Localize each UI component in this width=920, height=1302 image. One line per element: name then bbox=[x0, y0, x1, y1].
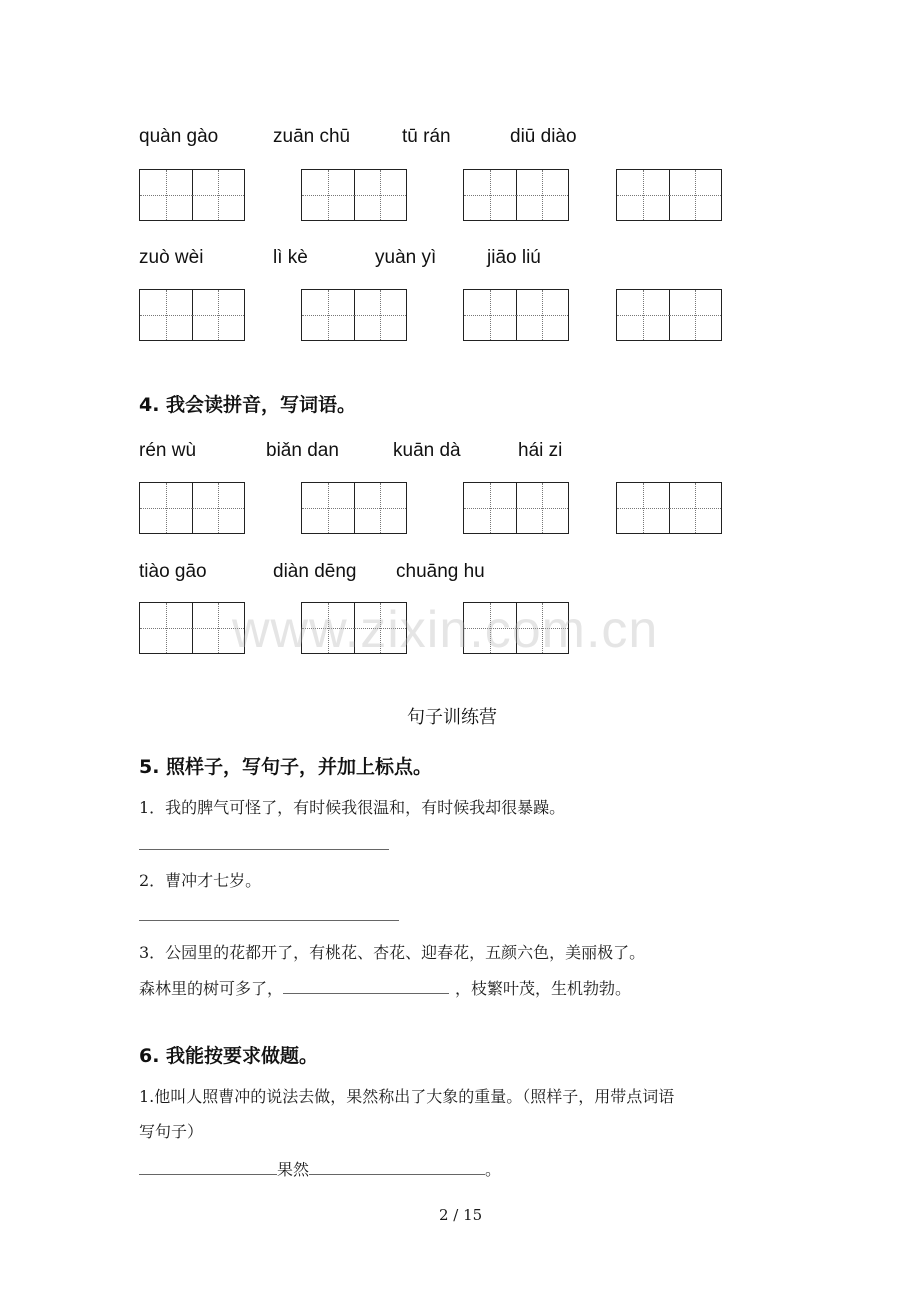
watermark: www.zixin.com.cn bbox=[232, 601, 659, 659]
writing-grid[interactable] bbox=[616, 169, 722, 221]
pinyin-label: zuān chū bbox=[273, 126, 351, 147]
pinyin-label: jiāo liú bbox=[487, 247, 541, 268]
pinyin-label: lì kè bbox=[273, 247, 308, 268]
pinyin-label: tū rán bbox=[402, 126, 451, 147]
writing-grid[interactable] bbox=[139, 169, 245, 221]
fill-blank[interactable] bbox=[139, 1158, 277, 1175]
pinyin-label: yuàn yì bbox=[375, 247, 437, 268]
writing-grid[interactable] bbox=[139, 289, 245, 341]
question-5-title: 5. 照样子，写句子，并加上标点。 bbox=[139, 756, 433, 778]
writing-grid[interactable] bbox=[616, 482, 722, 534]
fill-blank[interactable] bbox=[283, 977, 449, 994]
pinyin-label: zuò wèi bbox=[139, 247, 204, 268]
question-4-title: 4. 我会读拼音，写词语。 bbox=[139, 394, 357, 416]
writing-grid[interactable] bbox=[463, 289, 569, 341]
q5-item-3: 3．公园里的花都开了，有桃花、杏花、迎春花，五颜六色，美丽极了。 bbox=[139, 943, 646, 962]
q5-fill-suffix: ，枝繁叶茂，生机勃勃。 bbox=[455, 979, 632, 998]
writing-grid[interactable] bbox=[139, 482, 245, 534]
writing-grid[interactable] bbox=[463, 169, 569, 221]
writing-grid[interactable] bbox=[139, 602, 245, 654]
writing-grid[interactable] bbox=[301, 289, 407, 341]
writing-grid[interactable] bbox=[463, 482, 569, 534]
page-number: 2 / 15 bbox=[439, 1206, 483, 1224]
q6-item-1-line-1: 1.他叫人照曹冲的说法去做，果然称出了大象的重量。（照样子，用带点词语 bbox=[139, 1087, 675, 1106]
q6-fill-mid: 果然 bbox=[277, 1160, 310, 1179]
q5-fill-prefix: 森林里的树可多了， bbox=[139, 979, 284, 998]
writing-grid[interactable] bbox=[616, 289, 722, 341]
writing-grid[interactable] bbox=[301, 169, 407, 221]
pinyin-label: rén wù bbox=[139, 440, 197, 461]
answer-line[interactable] bbox=[139, 920, 399, 921]
pinyin-label: kuān dà bbox=[393, 440, 461, 461]
question-6-title: 6. 我能按要求做题。 bbox=[139, 1045, 319, 1067]
pinyin-label: tiào gāo bbox=[139, 561, 207, 582]
pinyin-label: diàn dēng bbox=[273, 561, 357, 582]
section-title: 句子训练营 bbox=[407, 707, 497, 728]
pinyin-label: diū diào bbox=[510, 126, 577, 147]
pinyin-label: hái zi bbox=[518, 440, 563, 461]
pinyin-label: biǎn dan bbox=[266, 440, 339, 461]
q6-item-1-line-2: 写句子） bbox=[139, 1122, 204, 1141]
q5-item-3-fill bbox=[139, 976, 631, 999]
fill-blank[interactable] bbox=[309, 1158, 485, 1175]
q5-item-1: 1．我的脾气可怪了，有时候我很温和，有时候我却很暴躁。 bbox=[139, 798, 566, 817]
q5-item-2: 2．曹冲才七岁。 bbox=[139, 871, 262, 890]
pinyin-label: quàn gào bbox=[139, 126, 219, 147]
writing-grid[interactable] bbox=[301, 482, 407, 534]
q6-fill-end: 。 bbox=[485, 1160, 502, 1179]
answer-line[interactable] bbox=[139, 849, 389, 850]
pinyin-label: chuāng hu bbox=[396, 561, 485, 582]
q6-fill-line bbox=[139, 1157, 501, 1180]
